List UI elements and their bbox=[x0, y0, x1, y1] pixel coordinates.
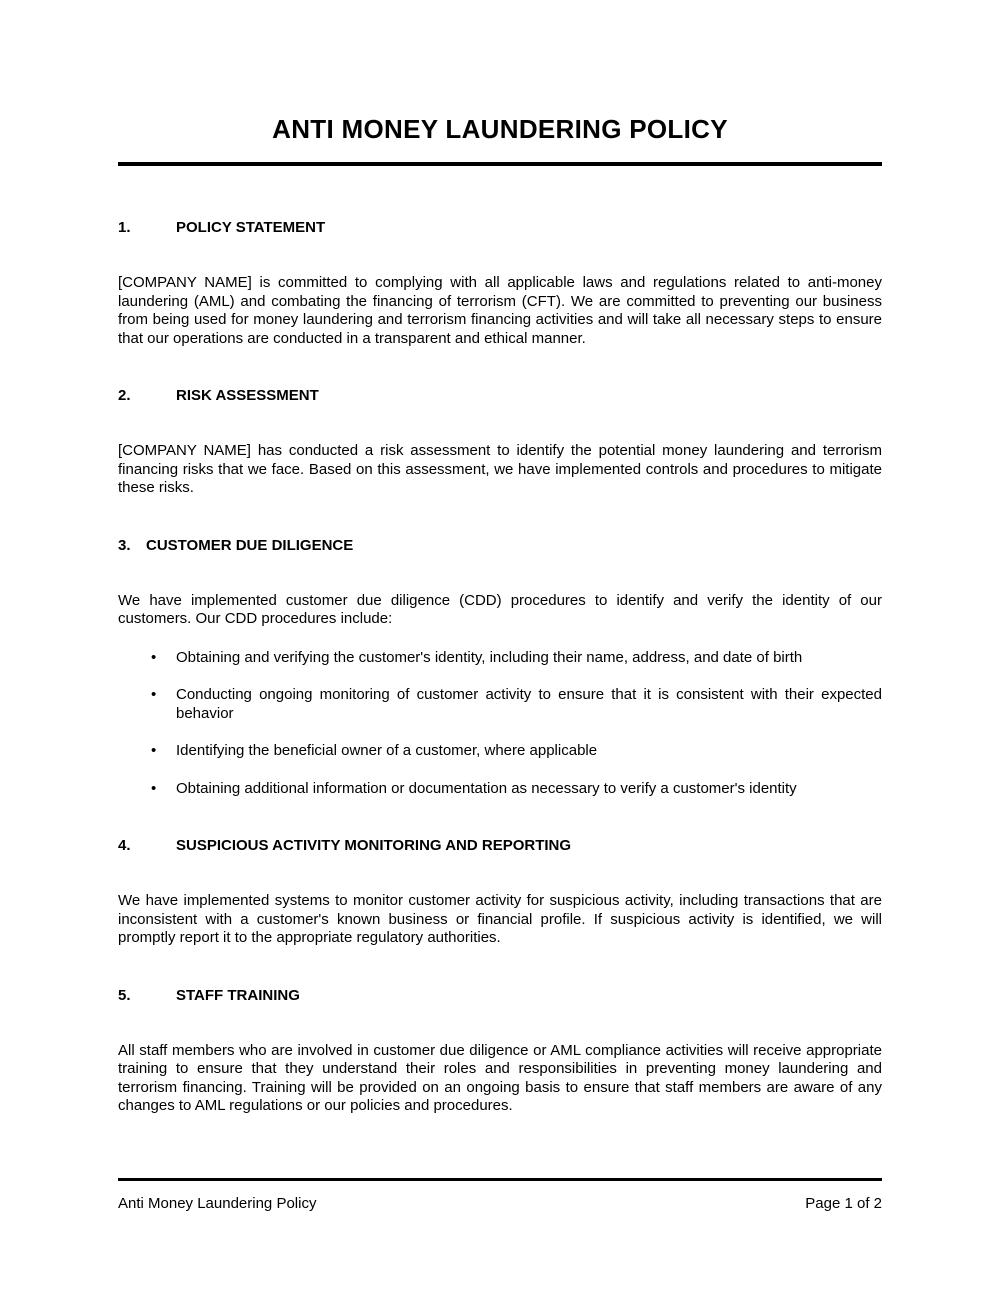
section-heading-suspicious-activity bbox=[118, 836, 882, 855]
bullet-item bbox=[118, 780, 882, 799]
bullet-item bbox=[118, 649, 882, 668]
footer-document-name: Anti Money Laundering Policy bbox=[118, 1195, 317, 1212]
section-paragraph-policy-statement: [COMPANY NAME] is committed to complying with all applicable laws and regulations related to anti-money laundering (AML) and combating the financing of terrorism (CFT). We are committed to preventing our business from being used for money laundering and terrorism financing activities and will take all necessary steps to ensure that our operations are conducted in a transparent and ethical manner. bbox=[118, 274, 882, 347]
section-title: CUSTOMER DUE DILIGENCE bbox=[146, 536, 354, 554]
bullet-item bbox=[118, 742, 882, 761]
bullet-icon: • bbox=[151, 742, 157, 759]
section-paragraph-customer-due-diligence: We have implemented customer due diligence (CDD) procedures to identify and verify the identity of our customers. Our CDD procedures include: bbox=[118, 591, 882, 627]
bullet-icon: • bbox=[151, 648, 157, 666]
bullet-icon: • bbox=[151, 779, 157, 797]
bullet-item bbox=[118, 686, 882, 723]
page-footer bbox=[118, 1178, 882, 1213]
bullet-list bbox=[118, 649, 882, 799]
section-title: POLICY STATEMENT bbox=[176, 219, 326, 236]
section-title: RISK ASSESSMENT bbox=[176, 387, 319, 404]
section-number: 5. bbox=[118, 986, 131, 1004]
bullet-text: Obtaining additional information or documentation as necessary to verify a customer's identity bbox=[176, 779, 797, 797]
section-number: 4. bbox=[118, 837, 131, 854]
section-paragraph-risk-assessment: [COMPANY NAME] has conducted a risk assessment to identify the potential money laundering and terrorism financing risks that we face. Based on this assessment, we have implemented controls and procedures to mitigate these risks. bbox=[118, 442, 882, 496]
section-paragraph-staff-training: All staff members who are involved in customer due diligence or AML compliance activities will receive appropriate training to ensure that they understand their roles and responsibilities in preventing money laundering and terrorism financing. Training will be provided on an ongoing basis to ensure that staff members are aware of any changes to AML regulations or our policies and procedures. bbox=[118, 1041, 882, 1114]
section-heading-risk-assessment bbox=[118, 386, 882, 405]
page-title: ANTI MONEY LAUNDERING POLICY bbox=[272, 114, 728, 144]
section-number: 1. bbox=[118, 219, 131, 236]
bullet-text: Conducting ongoing monitoring of customer activity to ensure that it is consistent with their expected behavior bbox=[176, 686, 882, 722]
bullet-icon: • bbox=[151, 686, 157, 703]
section-title: STAFF TRAINING bbox=[176, 986, 300, 1004]
section-title: SUSPICIOUS ACTIVITY MONITORING AND REPORTING bbox=[176, 837, 572, 854]
section-number: 3. bbox=[118, 536, 131, 554]
footer-page-number: Page 1 of 2 bbox=[805, 1195, 882, 1212]
section-heading-policy-statement bbox=[118, 218, 882, 237]
bullet-text: Obtaining and verifying the customer's identity, including their name, address, and date of birth bbox=[176, 648, 803, 666]
section-number: 2. bbox=[118, 387, 131, 404]
bullet-text: Identifying the beneficial owner of a customer, where applicable bbox=[176, 742, 598, 759]
title-divider bbox=[118, 162, 882, 166]
section-paragraph-suspicious-activity: We have implemented systems to monitor customer activity for suspicious activity, including transactions that are inconsistent with a customer's known business or financial profile. If suspicious activity is identified, we will promptly report it to the appropriate regulatory authorities. bbox=[118, 892, 882, 946]
section-heading-customer-due-diligence bbox=[118, 536, 882, 555]
footer-row bbox=[118, 1181, 882, 1213]
section-heading-staff-training bbox=[118, 986, 882, 1005]
